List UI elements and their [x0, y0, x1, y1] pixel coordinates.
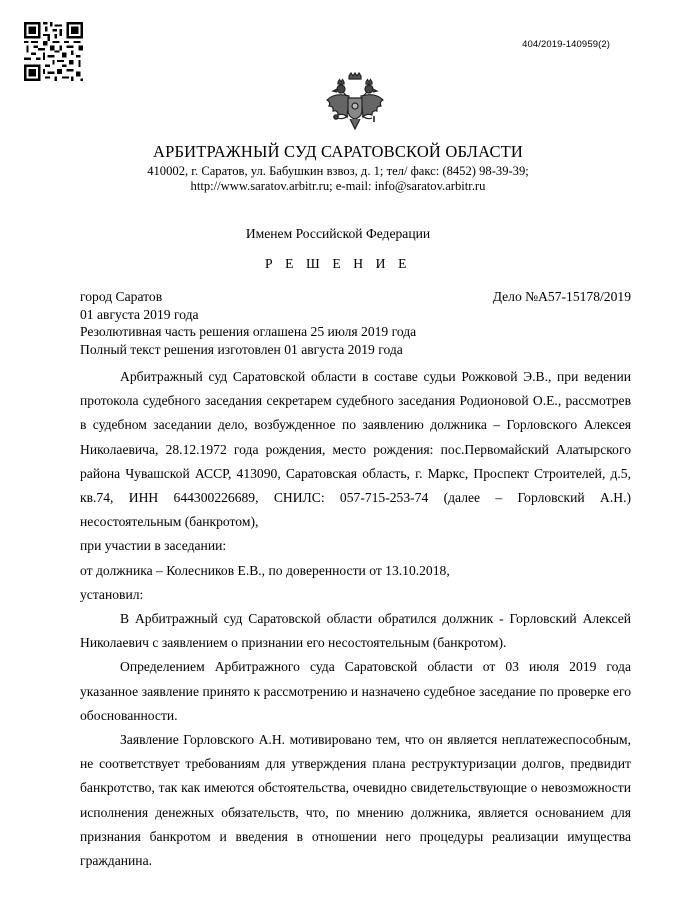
court-address-line-1: 410002, г. Саратов, ул. Бабушкин взвоз, д. 1; тел/ факс: (8452) 98-39-39; — [147, 164, 529, 178]
double-headed-eagle-emblem-icon — [322, 70, 388, 138]
city-case-row — [80, 288, 631, 306]
paragraph-participation: при участии в заседании: — [80, 538, 227, 554]
decision-title: Р Е Ш Е Н И Е — [264, 256, 411, 271]
paragraph-application: В Арбитражный суд Саратовской области обратился должник - Горловский Алексей Николаевич с заявлением о признании его несостоятельным (банкротом). — [80, 611, 631, 651]
court-name: АРБИТРАЖНЫЙ СУД САРАТОВСКОЙ ОБЛАСТИ — [152, 142, 524, 161]
paragraph-debtor-representative: от должника – Колесников Е.В., по доверенности от 13.10.2018, — [80, 562, 450, 578]
federation-line: Именем Российской Федерации — [245, 226, 431, 241]
case-meta — [80, 288, 631, 358]
document-id: 404/2019-140959(2) — [522, 39, 610, 50]
resolution-announced: Резолютивная часть решения оглашена 25 июля 2019 года — [80, 324, 417, 339]
court-address — [0, 164, 676, 194]
paragraph-composition: Арбитражный суд Саратовской области в составе судьи Рожковой Э.В., при ведении протокола судебного заседания секретарем судебного заседания Родионовой О.Е., рассмотрев в судебном заседании дело, возбужденное по заявлению должника – Горловского Алексея Николаевича, 28.12.1972 года рождения, место рождения: пос.Первомайский Алатырского района Чувашской АССР, 413090, Саратовская область, г. Маркс, Проспект Строителей, д.5, кв.74, ИНН 644300226689, СНИЛС: 057-715-253-74 (далее – Горловский А.Н.) несостоятельным (банкротом), — [80, 369, 631, 530]
decision-date: 01 августа 2019 года — [80, 306, 199, 322]
case-number: Дело №А57-15178/2019 — [492, 289, 631, 304]
decision-body — [80, 365, 631, 873]
city: город Саратов — [80, 289, 163, 304]
court-address-line-2: http://www.saratov.arbitr.ru; e-mail: info@saratov.arbitr.ru — [190, 179, 486, 193]
paragraph-motivation: Заявление Горловского А.Н. мотивировано тем, что он является неплатежеспособным, не соответствует требованиям для утверждения плана реструктуризации долгов, предвидит банкротство, так как имеются обстоятельства, очевидно свидетельствующие о невозможности исполнения денежных обязательств, что, по мнению должника, является основанием для признания банкротом и введения в отношении него процедуры реализации имущества гражданина. — [80, 732, 631, 869]
qr-code-icon — [24, 22, 83, 81]
paragraph-ruling: Определением Арбитражного суда Саратовской области от 03 июля 2019 года указанное заявление принято к рассмотрению и назначено судебное заседание по проверке его обоснованности. — [80, 659, 631, 723]
full-text-made: Полный текст решения изготовлен 01 августа 2019 года — [80, 341, 403, 357]
paragraph-established: установил: — [80, 586, 144, 602]
